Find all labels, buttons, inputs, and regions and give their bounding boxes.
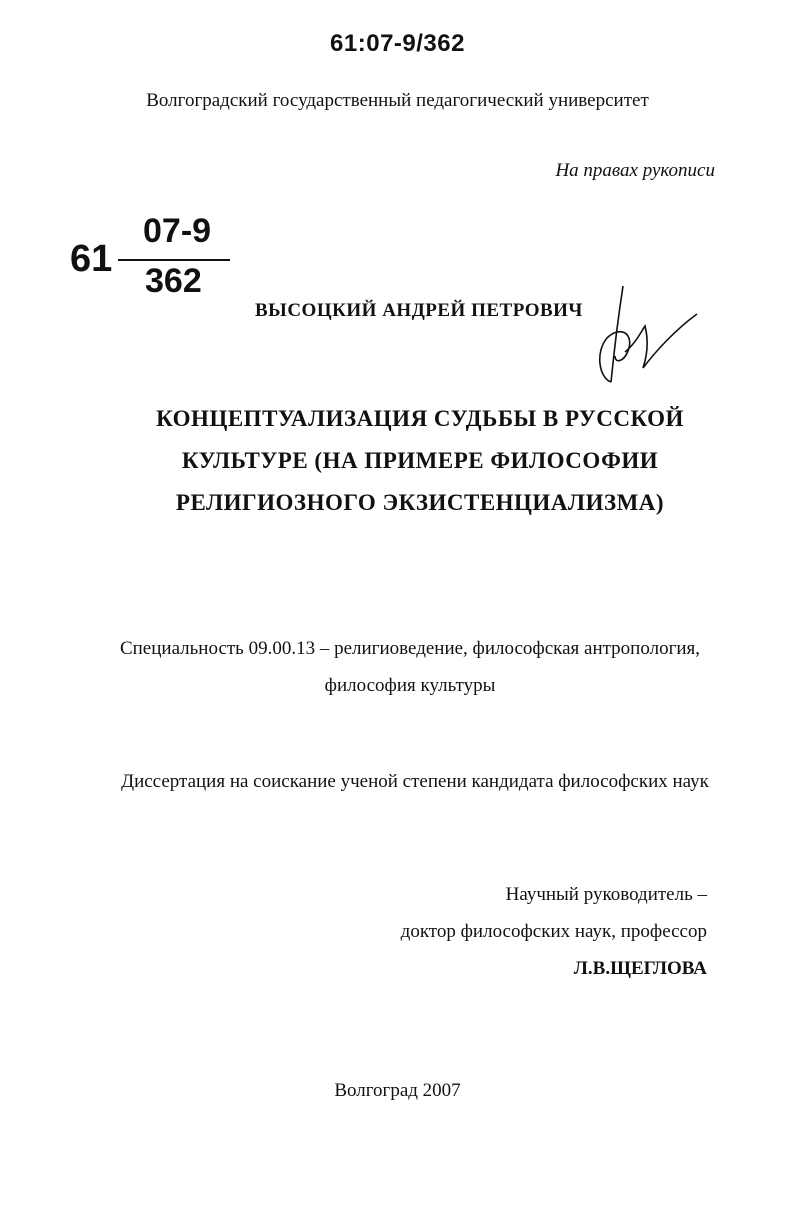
city-year: Волгоград 2007 — [334, 1080, 461, 1101]
specialty-line: философия культуры — [324, 675, 496, 696]
dissertation-title — [80, 398, 760, 524]
author-name: ВЫСОЦКИЙ АНДРЕЙ ПЕТРОВИЧ — [255, 300, 583, 321]
catalog-number-top: 61:07-9/362 — [330, 30, 465, 57]
specialty-line: Специальность 09.00.13 – религиоведение, философская антропология, — [119, 638, 701, 659]
rights-note: На правах рукописи — [555, 160, 715, 181]
title-line: КУЛЬТУРЕ (НА ПРИМЕРЕ ФИЛОСОФИИ — [181, 448, 659, 473]
catalog-fraction-numerator: 07-9 — [143, 212, 212, 250]
supervisor-degree: доктор философских наук, профессор — [400, 921, 707, 942]
catalog-fraction-denominator: 362 — [145, 262, 202, 300]
title-line: РЕЛИГИОЗНОГО ЭКЗИСТЕНЦИАЛИЗМА) — [175, 490, 665, 515]
supervisor-name: Л.В.ЩЕГЛОВА — [573, 958, 707, 979]
university-name: Волгоградский государственный педагогический университет — [146, 90, 649, 111]
catalog-fraction-bar — [118, 259, 230, 261]
handwritten-signature — [585, 282, 700, 392]
title-line: КОНЦЕПТУАЛИЗАЦИЯ СУДЬБЫ В РУССКОЙ — [156, 406, 684, 431]
specialty-block — [60, 630, 760, 704]
supervisor-block — [401, 876, 707, 987]
supervisor-role: Научный руководитель – — [505, 884, 707, 905]
catalog-fraction-prefix: 61 — [70, 238, 113, 280]
dissertation-type: Диссертация на соискание ученой степени кандидата философских наук — [121, 771, 709, 792]
